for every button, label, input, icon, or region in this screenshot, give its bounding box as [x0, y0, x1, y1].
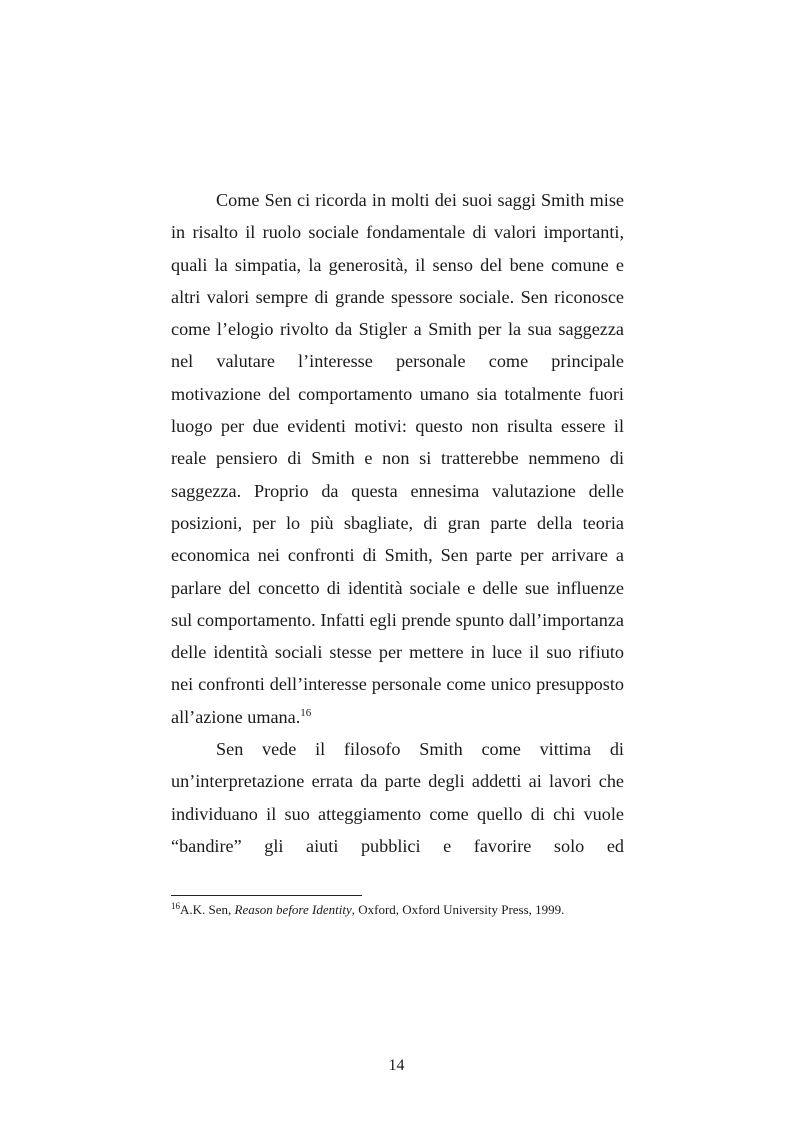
footnote-number: 16	[171, 901, 180, 911]
paragraph	[171, 733, 624, 862]
footnote-title: Reason before Identity	[234, 902, 352, 917]
paragraph-text: Come Sen ci ricorda in molti dei suoi saggi Smith mise in risalto il ruolo sociale fondamentale di valori importanti, quali la simpatia, la generosità, il senso del bene comune e altri valori sempre di grande spessore sociale. Sen riconosce come l’elogio rivolto da Stigler a Smith per la sua saggezza nel valutare l’interesse personale come principale motivazione del comportamento umano sia totalmente fuori luogo per due evidenti motivi: questo non risulta essere il reale pensiero di Smith e non si tratterebbe nemmeno di saggezza. Proprio da questa ennesima valutazione delle posizioni, per lo più sbagliate, di gran parte della teoria economica nei confronti di Smith, Sen parte per arrivare a parlare del concetto di identità sociale e delle sue influenze sul comportamento. Infatti egli prende spunto dall’importanza delle identità sociali stesse per mettere in luce il suo rifiuto nei confronti dell’interesse personale come unico presupposto all’azione umana.	[171, 190, 624, 727]
footnote-publication: , Oxford, Oxford University Press, 1999.	[351, 902, 565, 917]
paragraph	[171, 184, 624, 733]
footnote-separator	[171, 895, 362, 896]
footnote-reference: 16	[300, 706, 312, 719]
footnote-author: A.K. Sen,	[180, 902, 235, 917]
paragraph-text: Sen vede il filosofo Smith come vittima di un’interpretazione errata da parte degli addetti ai lavori che individuano il suo atteggiamento come quello di chi vuole “bandire” gli aiuti pubblici e favorire solo ed	[171, 739, 624, 856]
footnote	[171, 902, 624, 918]
page-number: 14	[388, 1057, 405, 1074]
body-text	[171, 184, 624, 862]
